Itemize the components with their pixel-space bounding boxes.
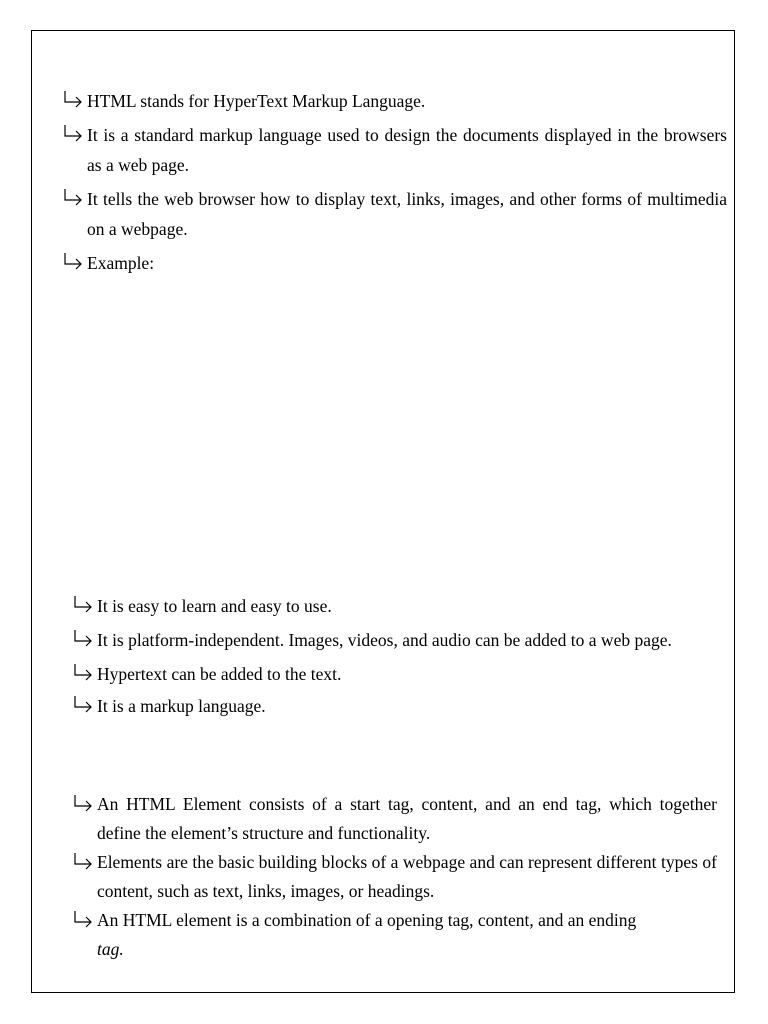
list-item-text: An HTML element is a combination of a opening tag, content, and an ending tag. <box>97 910 637 959</box>
hook-arrow-icon <box>72 910 94 928</box>
hook-arrow-icon <box>72 629 94 647</box>
hook-arrow-icon <box>62 124 84 142</box>
list-item <box>97 591 727 621</box>
list-item-text: An HTML Element consists of a start tag, content, and an end tag, which together define the element’s structure and functionality. <box>97 794 717 843</box>
list-item-text: It tells the web browser how to display text, links, images, and other forms of multimedia on a webpage. <box>87 189 727 239</box>
list-item-text: HTML stands for HyperText Markup Language. <box>87 91 426 111</box>
features-list <box>97 591 727 721</box>
list-item <box>97 691 727 721</box>
hook-arrow-icon <box>72 794 94 812</box>
hook-arrow-icon <box>72 852 94 870</box>
list-item-text: It is platform-independent. Images, videos, and audio can be added to a web page. <box>97 630 672 650</box>
list-item-tail: tag. <box>97 939 124 959</box>
list-item <box>87 248 727 278</box>
hook-arrow-icon <box>72 595 94 613</box>
list-item-text: Example: <box>87 253 155 273</box>
list-item-text: Elements are the basic building blocks of a webpage and can represent different types of content, such as text, links, images, or headings. <box>97 852 717 901</box>
list-item-text: It is a standard markup language used to design the documents displayed in the browsers as a web page. <box>87 125 727 175</box>
hook-arrow-icon <box>62 188 84 206</box>
list-item <box>87 120 727 180</box>
elements-list <box>97 790 717 964</box>
list-item-text: Hypertext can be added to the text. <box>97 664 342 684</box>
list-item <box>87 184 727 244</box>
list-item <box>97 659 727 689</box>
hook-arrow-icon <box>62 252 84 270</box>
list-item <box>97 848 717 906</box>
hook-arrow-icon <box>72 695 94 713</box>
list-item <box>97 625 727 655</box>
list-item <box>97 790 717 848</box>
list-item <box>87 86 727 116</box>
hook-arrow-icon <box>62 90 84 108</box>
intro-list <box>87 86 727 278</box>
list-item <box>97 906 717 964</box>
hook-arrow-icon <box>72 663 94 681</box>
list-item-text: It is easy to learn and easy to use. <box>97 596 332 616</box>
list-item-text: It is a markup language. <box>97 696 266 716</box>
